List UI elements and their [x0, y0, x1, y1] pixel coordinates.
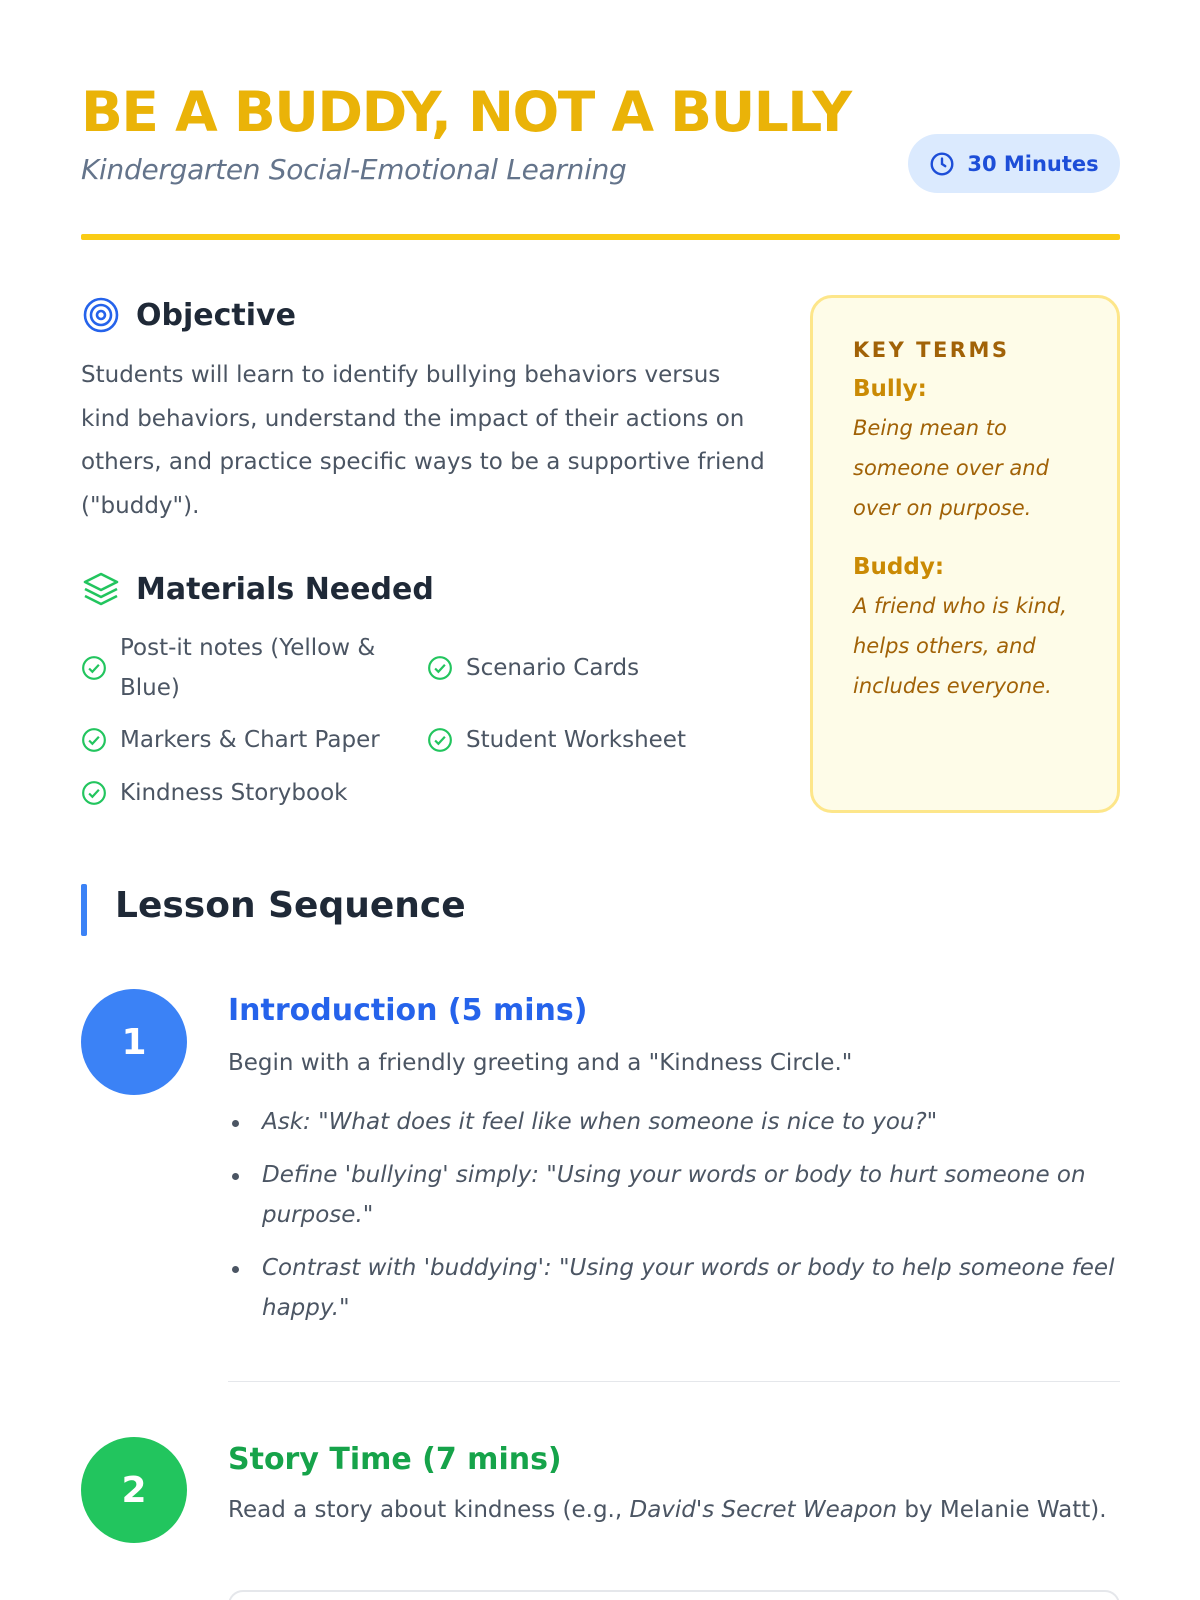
step-2-description-prefix: Read a story about kindness (e.g., [228, 1497, 630, 1523]
step-title-1: Introduction (5 mins) [228, 993, 588, 1028]
step-description-1: Begin with a friendly greeting and a "Kindness Circle." [228, 1050, 853, 1076]
material-label: Student Worksheet [466, 727, 686, 753]
header-divider [81, 234, 1120, 240]
page-title: BE A BUDDY, NOT A BULLY [81, 80, 851, 144]
clock-icon [929, 151, 955, 177]
material-item [427, 648, 639, 688]
term-name-buddy: Buddy: [853, 554, 945, 580]
objective-text: Students will learn to identify bullying behaviors versus kind behaviors, understand the impact of their actions on others, and practice specific ways to be a supportive friend ("buddy"). [81, 362, 765, 519]
step-divider [228, 1381, 1120, 1382]
term-name-bully: Bully: [853, 376, 927, 402]
term-definition-buddy: A friend who is kind, helps others, and includes everyone. [853, 594, 1067, 698]
materials-heading-label: Materials Needed [136, 571, 434, 607]
key-terms-card [810, 295, 1120, 813]
term-definition-bully: Being mean to someone over and over on purpose. [853, 416, 1049, 520]
step-title-2: Story Time (7 mins) [228, 1442, 562, 1477]
material-label: Kindness Storybook [120, 780, 348, 806]
step-2-card [228, 1590, 1120, 1600]
lesson-sequence-accent-bar [81, 884, 87, 936]
material-item [81, 773, 347, 813]
target-icon [81, 295, 121, 335]
step-number-1: 1 [81, 989, 187, 1095]
list-item: Contrast with 'buddying': "Using your words or body to help someone feel happy." [228, 1248, 1120, 1328]
material-item [81, 628, 401, 708]
duration-label: 30 Minutes [967, 151, 1099, 176]
material-label: Post-it notes (Yellow & Blue) [120, 635, 376, 701]
book-title: David's Secret Weapon [629, 1497, 898, 1523]
step-1-bullet-list [228, 1102, 1120, 1341]
duration-badge [908, 134, 1120, 193]
objective-heading [81, 295, 296, 335]
step-description-2 [228, 1490, 1120, 1530]
objective-heading-label: Objective [136, 297, 296, 333]
check-circle-icon [81, 655, 107, 681]
step-2-description-suffix: by Melanie Watt). [897, 1497, 1107, 1523]
check-circle-icon [81, 780, 107, 806]
check-circle-icon [81, 727, 107, 753]
list-item: Ask: "What does it feel like when someone is nice to you?" [228, 1102, 1120, 1142]
material-label: Markers & Chart Paper [120, 727, 380, 753]
list-item: Define 'bullying' simply: "Using your words or body to hurt someone on purpose." [228, 1155, 1120, 1235]
key-terms-heading: KEY TERMS [853, 338, 1010, 362]
check-circle-icon [427, 727, 453, 753]
material-item [427, 720, 686, 760]
layers-icon [81, 569, 121, 609]
material-item [81, 720, 380, 760]
lesson-plan-page [81, 0, 1120, 1600]
check-circle-icon [427, 655, 453, 681]
material-label: Scenario Cards [466, 655, 640, 681]
lesson-sequence-heading: Lesson Sequence [115, 885, 466, 926]
step-number-2: 2 [81, 1437, 187, 1543]
materials-heading [81, 569, 434, 609]
page-subtitle: Kindergarten Social-Emotional Learning [81, 153, 627, 186]
